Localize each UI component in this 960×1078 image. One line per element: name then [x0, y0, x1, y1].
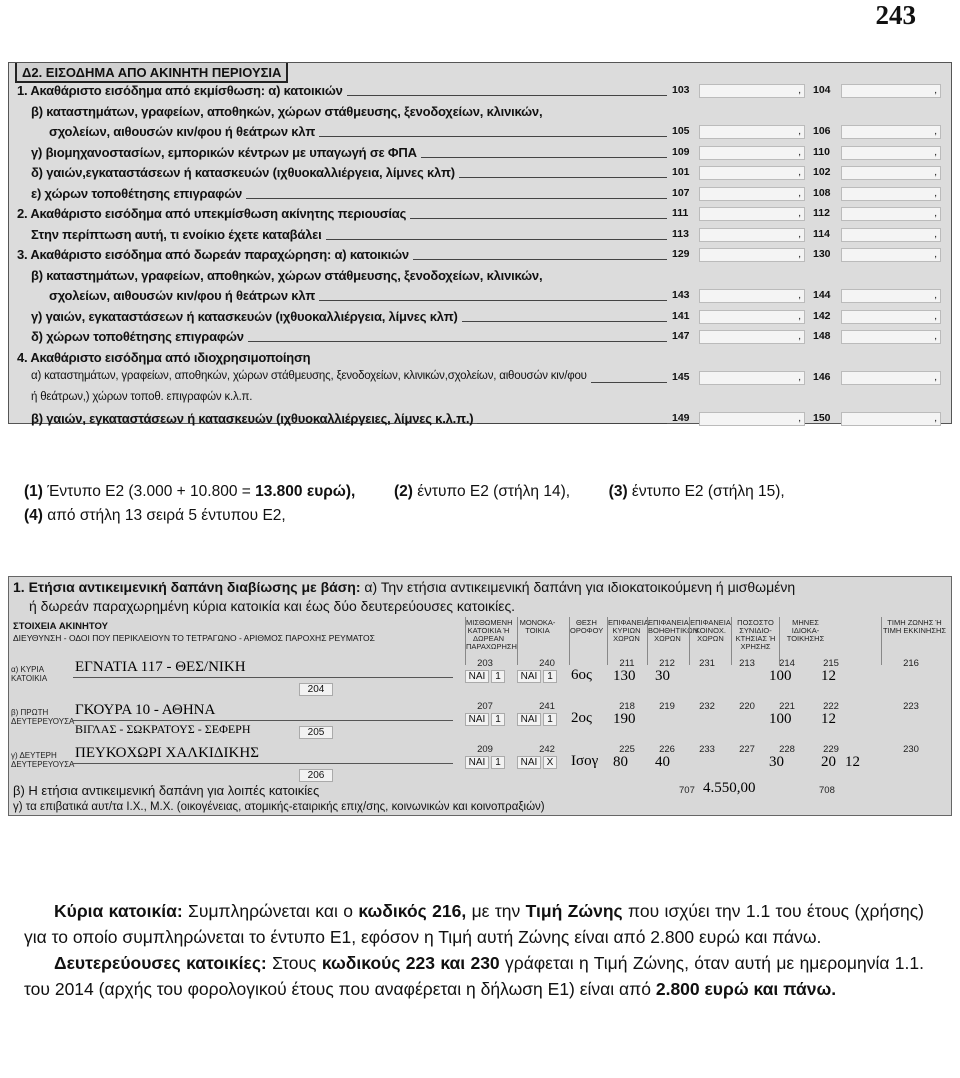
form-row: [9, 227, 949, 247]
handwritten-value: 12: [821, 668, 836, 684]
amount-input[interactable]: ,: [699, 310, 805, 324]
handwritten-address: ΓΚΟΥΡΑ 10 - ΑΘΗΝΑ: [75, 702, 216, 718]
leader-line: [319, 136, 667, 137]
footnote-line-2: (4) από στήλη 13 σειρά 5 έντυπου Ε2,: [24, 507, 286, 524]
handwritten-address: ΕΓΝΑΤΙΑ 117 - ΘΕΣ/ΝΙΚΗ: [75, 659, 246, 675]
column-header: ΘΕΣΗ ΟΡΟΦΟΥ: [569, 617, 603, 665]
checkbox-cell[interactable]: ΝΑΙ: [517, 670, 541, 683]
field-code: 708: [819, 785, 835, 796]
handwritten-value: 100: [769, 711, 792, 727]
checkbox-cell[interactable]: 1: [491, 756, 505, 769]
field-code: 240: [539, 658, 555, 669]
floor-value: Ισογ: [571, 753, 599, 769]
checkbox-cell[interactable]: 1: [491, 713, 505, 726]
field-code: 211: [619, 658, 635, 669]
handwritten-value: 40: [655, 754, 670, 770]
page-number: 243: [875, 0, 916, 30]
amount-input[interactable]: ,: [841, 84, 941, 98]
field-code: 207: [477, 701, 493, 712]
field-code: 149: [672, 412, 690, 424]
field-code: 232: [699, 701, 715, 712]
income-form-section: [8, 62, 952, 424]
form-row: [9, 350, 949, 370]
amount-input[interactable]: ,: [699, 207, 805, 221]
field-code: 230: [903, 744, 919, 755]
floor-value: 2ος: [571, 710, 592, 726]
field-code: 214: [779, 658, 795, 669]
address-code: 206: [299, 769, 333, 782]
amount-input[interactable]: ,: [841, 166, 941, 180]
field-code: 233: [699, 744, 715, 755]
field-code: 101: [672, 166, 690, 178]
field-code: 142: [813, 309, 831, 322]
field-code: 105: [672, 125, 690, 137]
form-row: [9, 370, 949, 390]
leader-line: [421, 157, 667, 158]
form-row: [9, 268, 949, 288]
form-row-label: 2. Ακαθάριστο εισόδημα από υπεκμίσθωση ακίνητης περιουσίας: [17, 206, 407, 221]
form-row: [9, 165, 949, 185]
field-code: 110: [813, 145, 830, 158]
leader-line: [477, 423, 667, 424]
amount-input[interactable]: ,: [841, 412, 941, 426]
field-code: 146: [813, 371, 831, 383]
amount-input[interactable]: ,: [841, 330, 941, 344]
field-code: 216: [903, 658, 919, 669]
leader-line: [347, 95, 667, 96]
amount-input[interactable]: ,: [699, 371, 805, 385]
field-code: 143: [672, 289, 690, 301]
form-row-label: β) γαιών, εγκαταστάσεων ή κατασκευών (ιχθυοκαλλιέργειες, λίμνες κ.λ.π.): [31, 411, 474, 426]
form-row-label: 1. Ακαθάριστο εισόδημα από εκμίσθωση: α) κατοικιών: [17, 83, 343, 98]
amount-input[interactable]: ,: [699, 125, 805, 139]
field-code: 144: [813, 289, 831, 301]
form-row: [9, 83, 949, 103]
amount-input[interactable]: ,: [841, 228, 941, 242]
field-code: 209: [477, 744, 493, 755]
form-row-label: γ) βιομηχανοστασίων, εμπορικών κέντρων με υπαγωγή σε ΦΠΑ: [31, 144, 417, 160]
form-row: [9, 124, 949, 144]
field-code: 222: [823, 701, 839, 712]
other-residences-value: 4.550,00: [703, 780, 756, 796]
main-residence-paragraph: Κύρια κατοικία: Συμπληρώνεται και ο κωδικός 216, με την Τιμή Ζώνης που ισχύει την 1.1 του έτους (χρήσης) για το οποίο συμπληρώνεται το έντυπο Ε1, εφόσον η Τιμή αυτή Ζώνης είναι από 2.800 ευρώ και πάνω.: [24, 901, 924, 947]
field-code: 231: [699, 658, 715, 669]
checkbox-cell[interactable]: ΝΑΙ: [465, 713, 489, 726]
residence-type-label: γ) ΔΕΥΤΕΡΗ ΔΕΥΤΕΡΕΥΟΥΣΑ: [11, 751, 75, 769]
leader-line: [410, 218, 667, 219]
residence-type-label: α) ΚΥΡΙΑ ΚΑΤΟΙΚΙΑ: [11, 665, 48, 683]
explanatory-text: [24, 898, 924, 1002]
form2-subtitle: ή δωρεάν παραχωρημένη κύρια κατοικία και έως δύο δευτερεύουσες κατοικίες.: [29, 598, 516, 614]
leader-line: [326, 239, 667, 240]
address-line: [73, 720, 453, 721]
checkbox-cell[interactable]: ΝΑΙ: [517, 756, 541, 769]
form-section-header: Δ2. ΕΙΣΟΔΗΜΑ ΑΠΟ ΑΚΙΝΗΤΗ ΠΕΡΙΟΥΣΙΑ: [15, 63, 288, 83]
form-row-label: ε) χώρων τοποθέτησης επιγραφών: [31, 185, 243, 201]
form-row-label: 4. Ακαθάριστο εισόδημα από ιδιοχρησιμοποίηση: [17, 349, 311, 365]
field-code: 213: [739, 658, 755, 669]
field-code: 141: [672, 309, 690, 322]
column-header: ΤΙΜΗ ΖΩΝΗΣ Ή ΤΙΜΗ ΕΚΚΙΝΗΣΗΣ: [881, 617, 947, 665]
field-code: 104: [813, 84, 831, 96]
column-header: ΕΠΙΦΑΝΕΙΑ ΚΟΙΝΟΧ. ΧΩΡΩΝ: [689, 617, 731, 665]
amount-input[interactable]: ,: [699, 187, 805, 201]
column-header: ΜΙΣΘΩΜΕΝΗ ΚΑΤΟΙΚΙΑ Ή ΔΩΡΕΑΝ ΠΑΡΑΧΩΡΗΣΗ: [465, 617, 511, 665]
form-row-label: σχολείων, αιθουσών κιν/φου ή θεάτρων κλπ: [49, 124, 316, 139]
footnotes: [24, 480, 785, 528]
amount-input[interactable]: ,: [699, 84, 805, 98]
handwritten-value: 12: [821, 711, 836, 727]
checkbox-cell[interactable]: ΝΑΙ: [465, 670, 489, 683]
column-header: ΕΠΙΦΑΝΕΙΑ ΒΟΗΘΗΤΙΚΩΝ ΧΩΡΩΝ: [647, 617, 687, 665]
leader-line: [246, 198, 667, 199]
leader-line: [591, 382, 667, 383]
form-row-label: Στην περίπτωση αυτή, τι ενοίκιο έχετε καταβάλει: [31, 226, 322, 242]
leader-line: [319, 300, 667, 301]
handwritten-value: 30: [655, 668, 670, 684]
checkbox-cell[interactable]: ΝΑΙ: [465, 756, 489, 769]
form-row: [9, 329, 949, 349]
field-code: 229: [823, 744, 839, 755]
leader-line: [462, 321, 667, 322]
footnote-line-1: (1) Έντυπο Ε2 (3.000 + 10.800 = 13.800 ευρώ), (2) έντυπο Ε2 (στήλη 14), (3) έντυπο Ε2 (στήλη 15),: [24, 483, 785, 500]
field-code: 227: [739, 744, 755, 755]
handwritten-value: 80: [613, 754, 628, 770]
amount-input[interactable]: ,: [699, 146, 805, 160]
form-row: [9, 288, 949, 308]
address-code: 205: [299, 726, 333, 739]
field-code: 111: [672, 207, 689, 219]
other-residences-row: β) Η ετήσια αντικειμενική δαπάνη για λοιπές κατοικίες: [13, 783, 320, 798]
field-code: 129: [672, 248, 690, 260]
form-row: [9, 247, 949, 267]
form-row: [9, 186, 949, 206]
form-row: [9, 411, 949, 431]
amount-input[interactable]: ,: [699, 228, 805, 242]
field-code: 106: [813, 125, 831, 137]
handwritten-address: ΠΕΥΚΟΧΩΡΙ ΧΑΛΚΙΔΙΚΗΣ: [75, 745, 259, 761]
address-code: 204: [299, 683, 333, 696]
field-code: 212: [659, 658, 675, 669]
field-code: 108: [813, 186, 831, 199]
form-row-label: δ) γαιών,εγκαταστάσεων ή κατασκευών (ιχθυοκαλλιέργεια, λίμνες κλπ): [31, 165, 455, 180]
field-code: 707: [679, 785, 695, 796]
handwritten-value: 100: [769, 668, 792, 684]
secondary-residences-paragraph: Δευτερεύουσες κατοικίες: Στους κωδικούς 223 και 230 γράφεται η Τιμή Ζώνης, όταν αυτή με ημερομηνία 1.1. του 2014 (αρχής του φορολογικού έτους που αναφέρεται η δήλωση Ε1) είναι από 2.800 ευρώ και πάνω.: [24, 953, 924, 999]
form-row: [9, 145, 949, 165]
amount-input[interactable]: ,: [841, 187, 941, 201]
field-code: 219: [659, 701, 675, 712]
field-code: 114: [813, 227, 830, 240]
field-code: 242: [539, 744, 555, 755]
form-row-label: δ) χώρων τοποθέτησης επιγραφών: [31, 329, 244, 344]
field-code: 150: [813, 412, 831, 424]
form-row: [9, 309, 949, 329]
form-row-label: β) καταστημάτων, γραφείων, αποθηκών, χώρων στάθμευσης, ξενοδοχείων, κλινικών,: [31, 267, 543, 283]
form-row: [9, 206, 949, 226]
checkbox-cell[interactable]: 1: [543, 713, 557, 726]
form-row: [9, 391, 949, 411]
field-code: 218: [619, 701, 635, 712]
leader-line: [413, 259, 667, 260]
form2-title: 1. Ετήσια αντικειμενική δαπάνη διαβίωσης με βάση: α) Την ετήσια αντικειμενική δαπάνη για ιδιοκατοικούμενη ή μισθωμένη: [13, 579, 796, 595]
column-header: ΜΗΝΕΣ ΙΔΙΟΚΑ- ΤΟΙΚΗΣΗΣ: [779, 617, 831, 665]
field-code: 241: [539, 701, 555, 712]
handwritten-value: 190: [613, 711, 636, 727]
amount-input[interactable]: ,: [699, 248, 805, 262]
amount-input[interactable]: ,: [841, 248, 941, 262]
checkbox-cell[interactable]: Χ: [543, 756, 557, 769]
form-row-label: γ) γαιών, εγκαταστάσεων ή κατασκευών (ιχθυοκαλλιέργεια, λίμνες κλπ): [31, 308, 458, 324]
field-code: 103: [672, 84, 690, 96]
living-expenses-form: [8, 576, 952, 816]
handwritten-value: 130: [613, 668, 636, 684]
field-code: 228: [779, 744, 795, 755]
form-row-label: β) καταστημάτων, γραφείων, αποθηκών, χώρων στάθμευσης, ξενοδοχείων, κλινικών,: [31, 103, 543, 119]
form-row-label: ή θεάτρων,) χώρων τοποθ. επιγραφών κ.λ.π.: [31, 390, 253, 403]
residence-type-label: β) ΠΡΩΤΗ ΔΕΥΤΕΡΕΥΟΥΣΑ: [11, 708, 75, 726]
amount-input[interactable]: ,: [841, 310, 941, 324]
address-line: [73, 677, 453, 678]
field-code: 225: [619, 744, 635, 755]
field-code: 226: [659, 744, 675, 755]
field-code: 215: [823, 658, 839, 669]
field-code: 109: [672, 145, 690, 158]
field-code: 130: [813, 248, 831, 260]
field-code: 221: [779, 701, 795, 712]
field-code: 102: [813, 166, 831, 178]
address-line: [73, 763, 453, 764]
field-code: 147: [672, 330, 690, 342]
address-heading: ΔΙΕΥΘΥΝΣΗ - ΟΔΟΙ ΠΟΥ ΠΕΡΙΚΛΕΙΟΥΝ ΤΟ ΤΕΤΡΑΓΩΝΟ - ΑΡΙΘΜΟΣ ΠΑΡΟΧΗΣ ΡΕΥΜΑΤΟΣ: [13, 633, 375, 643]
amount-input[interactable]: ,: [699, 166, 805, 180]
column-header: ΕΠΙΦΑΝΕΙΑ ΚΥΡΙΩΝ ΧΩΡΩΝ: [607, 617, 645, 665]
column-header: ΜΟΝΟΚΑ- ΤΟΙΚΙΑ: [517, 617, 557, 665]
field-code: 148: [813, 330, 831, 342]
leader-line: [248, 341, 667, 342]
property-details-heading: ΣΤΟΙΧΕΙΑ ΑΚΙΝΗΤΟΥ: [13, 621, 108, 632]
field-code: 107: [672, 186, 690, 199]
checkbox-cell[interactable]: 1: [491, 670, 505, 683]
form-row-label: 3. Ακαθάριστο εισόδημα από δωρεάν παραχώρηση: α) κατοικιών: [17, 247, 409, 262]
form-row: [9, 104, 949, 124]
checkbox-cell[interactable]: ΝΑΙ: [517, 713, 541, 726]
handwritten-value: 12: [845, 754, 860, 770]
amount-input[interactable]: ,: [699, 330, 805, 344]
form-row-label: σχολείων, αιθουσών κιν/φου ή θεάτρων κλπ: [49, 288, 316, 303]
field-code: 113: [672, 227, 689, 240]
floor-value: 6ος: [571, 667, 592, 683]
field-code: 203: [477, 658, 493, 669]
handwritten-value: 20: [821, 754, 836, 770]
amount-input[interactable]: ,: [699, 289, 805, 303]
checkbox-cell[interactable]: 1: [543, 670, 557, 683]
amount-input[interactable]: ,: [841, 371, 941, 385]
handwritten-value: 30: [769, 754, 784, 770]
form-row-label: α) καταστημάτων, γραφείων, αποθηκών, χώρων στάθμευσης, ξενοδοχείων, κλινικών,σχολείων, αιθουσών κιν/φου: [31, 370, 587, 382]
amount-input[interactable]: ,: [841, 125, 941, 139]
leader-line: [459, 177, 667, 178]
column-header: ΠΟΣΟΣΤΟ ΣΥΝΙΔΙΟ- ΚΤΗΣΙΑΣ Ή ΧΡΗΣΗΣ: [731, 617, 779, 665]
field-code: 145: [672, 371, 690, 383]
field-code: 220: [739, 701, 755, 712]
amount-input[interactable]: ,: [841, 289, 941, 303]
amount-input[interactable]: ,: [841, 146, 941, 160]
vehicles-row: γ) τα επιβατικά αυτ/τα Ι.Χ., Μ.Χ. (οικογένειας, ατομικής-εταιρικής επιχ/σης, κοινωνικών και κοινοπραξιών): [13, 801, 545, 813]
field-code: 112: [813, 207, 830, 219]
field-code: 223: [903, 701, 919, 712]
amount-input[interactable]: ,: [841, 207, 941, 221]
amount-input[interactable]: ,: [699, 412, 805, 426]
handwritten-address-streets: ΒΙΓΛΑΣ - ΣΩΚΡΑΤΟΥΣ - ΣΕΦΕΡΗ: [75, 722, 251, 736]
